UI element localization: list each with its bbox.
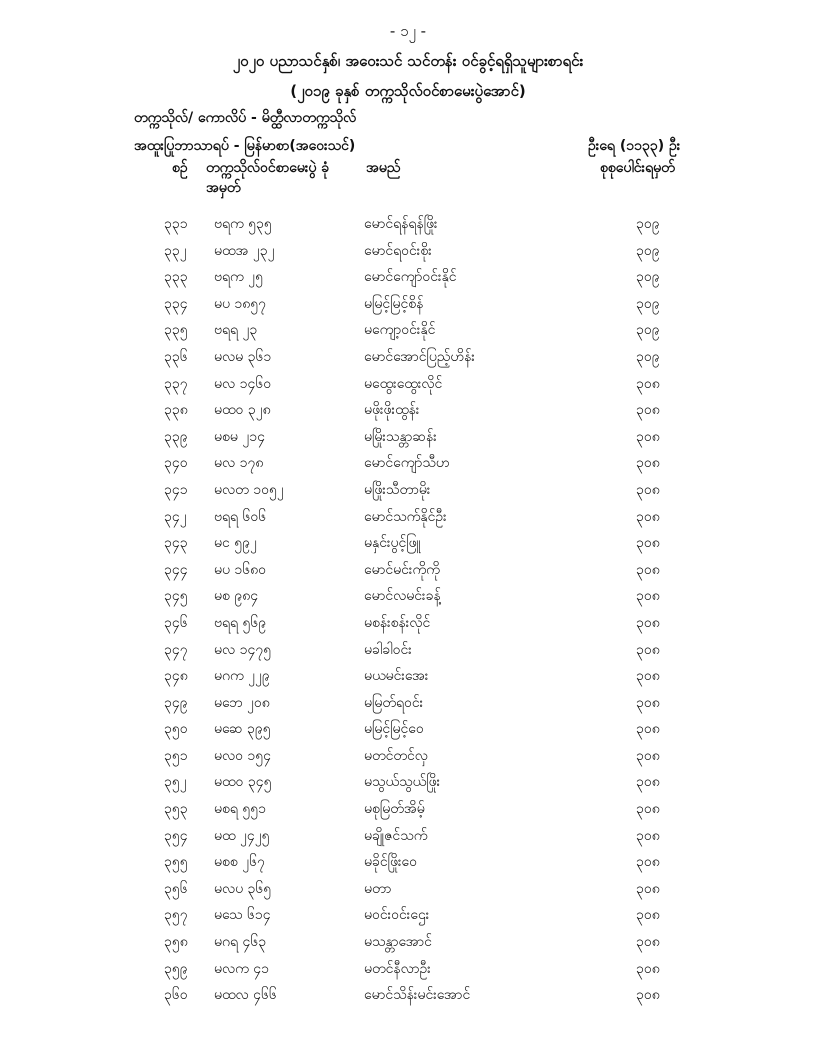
total-score: ၃၀၈: [636, 481, 660, 498]
total-score: ၃၀၈: [636, 614, 660, 631]
row-number: ၃၃၃: [164, 269, 188, 286]
header-no: စဉ်: [172, 160, 188, 176]
roll-number: မပ ၁၆၈၀: [214, 561, 267, 578]
roll-number: မထအ ၂၃၂: [214, 242, 275, 259]
row-number: ၃၃၉: [164, 428, 188, 445]
row-number: ၃၄၇: [164, 641, 188, 658]
cutoff-line: ဦးရေ (၁၁၃၃) ဦး: [588, 138, 681, 154]
table-row: [0, 290, 816, 317]
total-score: ၃၀၈: [636, 721, 660, 738]
row-number: ၃၅၇: [164, 907, 188, 924]
row-number: ၃၅၅: [164, 854, 188, 871]
row-number: ၃၃၈: [164, 402, 188, 419]
row-number: ၃၄၈: [164, 668, 188, 685]
row-number: ၃၄၁: [164, 481, 188, 498]
row-number: ၃၆၀: [164, 987, 188, 1004]
roll-number: မလဝ ၁၅၄: [214, 747, 272, 764]
table-row: [0, 689, 816, 716]
total-score: ၃၀၈: [636, 827, 660, 844]
total-score: ၃၀၉: [636, 295, 660, 312]
row-number: ၃၃၆: [164, 348, 188, 365]
row-number: ၃၄၀: [164, 455, 188, 472]
table-row: [0, 768, 816, 795]
roll-number: မင ၅၉၂: [214, 535, 257, 552]
table-row: [0, 822, 816, 849]
row-number: ၃၄၉: [164, 694, 188, 711]
document-subtitle: (၂၀၁၉ ခုနှစ် တက္ကသိုလ်ဝင်စာမေးပွဲအောင်): [290, 82, 526, 100]
total-score: ၃၀၈: [636, 960, 660, 977]
roll-number: မလ ၁၇၈: [214, 455, 264, 472]
roll-number: မဂရ ၄၆၃: [214, 934, 267, 951]
student-name: မမြတ်ရဝင်း: [364, 694, 424, 711]
roll-number: မစစ ၂၆၇: [214, 854, 265, 871]
table-row: [0, 370, 816, 397]
row-number: ၃၄၂: [164, 508, 187, 525]
row-number: ၃၃၂: [164, 242, 187, 259]
table-row: [0, 848, 816, 875]
total-score: ၃၀၉: [636, 242, 660, 259]
subject-line: အထူးပြုဘာသာရပ် - မြန်မာစာ(အဝေးသင်): [134, 138, 356, 154]
roll-number: မဆေ ၃၉၅: [214, 721, 271, 738]
roll-number: မသေ ၆၁၄: [214, 907, 271, 924]
roll-number: ဗရရ ၆၀၆: [214, 508, 267, 525]
roll-number: မထဝ ၃၄၅: [214, 774, 272, 791]
table-row: [0, 263, 816, 290]
university-line: တက္ကသိုလ်/ ကောလိပ် - မိတ္ထီလာတက္ကသိုလ်: [134, 110, 357, 126]
total-score: ၃၀၉: [636, 216, 660, 232]
row-number: ၃၃၅: [164, 322, 188, 339]
student-name: မနှင်းပွင့်ဖြူ: [364, 535, 421, 552]
roll-number: မဘေ ၂၀၈: [214, 694, 270, 711]
table-row: [0, 316, 816, 343]
student-name: မချိုဇင်သက်: [364, 827, 428, 844]
table-row: [0, 582, 816, 609]
roll-number: မလတ ၁၀၅၂: [214, 481, 284, 498]
row-number: ၃၃၁: [164, 216, 188, 232]
student-name: မတင်နီလာဦး: [364, 960, 431, 977]
roll-number: ဗရရ ၂၃: [214, 322, 258, 339]
student-name: မောင်ကျော်သီဟ: [364, 455, 450, 472]
total-score: ၃၀၈: [636, 455, 660, 472]
student-name: မတာ: [364, 880, 392, 897]
total-score: ၃၀၈: [636, 508, 660, 525]
total-score: ၃၀၈: [636, 668, 660, 685]
header-roll: တက္ကသိုလ်ဝင်စာမေးပွဲ ခုံအမှတ်: [206, 160, 330, 196]
roll-number: ဗရက ၅၃၅: [214, 216, 272, 232]
roll-number: မထဝ ၃၂၈: [214, 402, 271, 419]
row-number: ၃၃၇: [164, 375, 188, 392]
table-row: [0, 237, 816, 264]
student-name: မောင်အောင်ပြည့်ဟိန်း: [364, 348, 475, 365]
student-name: မမြိုးသန္တာဆန်း: [364, 428, 437, 445]
student-name: မောင်သိန်းမင်းအောင်: [364, 987, 471, 1004]
student-name: မောင်ကျော်ဝင်းနိုင်: [364, 269, 457, 286]
total-score: ၃၀၈: [636, 747, 660, 764]
total-score: ၃၀၈: [636, 535, 660, 552]
table-row: [0, 210, 816, 237]
total-score: ၃၀၈: [636, 402, 660, 419]
row-number: ၃၄၅: [164, 588, 188, 605]
total-score: ၃၀၈: [636, 428, 660, 445]
table-row: [0, 503, 816, 530]
student-name: မခိုင်ဖြိုးဝေ: [364, 854, 418, 871]
table-row: [0, 396, 816, 423]
roll-number: မလမ ၃၆၁: [214, 348, 272, 365]
total-score: ၃၀၈: [636, 641, 660, 658]
roll-number: မစမ ၂၁၄: [214, 428, 265, 445]
student-name: မယမင်းအေး: [364, 668, 429, 685]
student-name: မသွယ်သွယ်ဖြိုး: [364, 774, 441, 791]
table-row: [0, 901, 816, 928]
student-name: မစန်းစန်းလိုင်: [364, 614, 431, 631]
table-row: [0, 795, 816, 822]
table-row: [0, 529, 816, 556]
table-row: [0, 609, 816, 636]
table-row: [0, 556, 816, 583]
table-row: [0, 662, 816, 689]
row-number: ၃၅၁: [164, 747, 188, 764]
total-score: ၃၀၈: [636, 987, 660, 1004]
row-number: ၃၅၃: [164, 801, 188, 818]
roll-number: ဗရရ ၅၆၉: [214, 614, 267, 631]
total-score: ၃၀၈: [636, 801, 660, 818]
row-number: ၃၅၆: [164, 880, 188, 897]
row-number: ၃၄၆: [164, 614, 188, 631]
header-score: စုစုပေါင်းရမှတ်: [600, 160, 675, 176]
roll-number: မပ ၁၈၅၇: [214, 295, 267, 312]
results-table: [0, 210, 816, 1008]
table-row: [0, 423, 816, 450]
roll-number: မထ ၂၄၂၅: [214, 827, 270, 844]
row-number: ၃၅၈: [164, 934, 188, 951]
student-name: မဖြိုးသီတာမိုး: [364, 481, 431, 498]
row-number: ၃၅၀: [164, 721, 188, 738]
table-row: [0, 742, 816, 769]
document-title: ၂၀၂၀ ပညာသင်နှစ်၊ အဝေးသင် သင်တန်း ဝင်ခွင့်ရရှိသူများစာရင်း: [232, 52, 584, 70]
table-row: [0, 343, 816, 370]
table-row: [0, 928, 816, 955]
student-name: မခါခါဝင်း: [364, 641, 412, 658]
page-number: - ၁၂ -: [389, 22, 427, 40]
student-name: မမြင့်မြင့်ဝေ: [364, 721, 424, 738]
total-score: ၃၀၈: [636, 934, 660, 951]
total-score: ၃၀၈: [636, 694, 660, 711]
student-name: မတင်တင်လှ: [364, 747, 428, 764]
student-name: မထွေးထွေးလိုင်: [364, 375, 443, 392]
total-score: ၃၀၉: [636, 269, 660, 286]
student-name: မမြင့်မြင့်စိန်: [364, 295, 424, 312]
row-number: ၃၄၃: [164, 535, 188, 552]
table-row: [0, 636, 816, 663]
student-name: မောင်သက်နိုင်ဦး: [364, 508, 447, 525]
table-row: [0, 981, 816, 1008]
student-name: မောင်မင်းကိုကို: [364, 561, 440, 578]
roll-number: မဂက ၂၂၉: [214, 668, 270, 685]
student-name: မဝင်းဝင်းဌေး: [364, 907, 430, 924]
row-number: ၃၅၉: [164, 960, 188, 977]
student-name: မသန္တာအောင်: [364, 934, 432, 951]
student-name: မောင်ရန်ရန်ဖြိုး: [364, 216, 438, 232]
total-score: ၃၀၈: [636, 375, 660, 392]
student-name: မစုမြတ်အိမ့်: [364, 801, 425, 818]
roll-number: မလ ၁၄၇၅: [214, 641, 272, 658]
roll-number: ဗရက ၂၅: [214, 269, 263, 286]
student-name: မကျော့ဝင်းနိုင်: [364, 322, 436, 339]
total-score: ၃၀၈: [636, 880, 660, 897]
table-row: [0, 476, 816, 503]
roll-number: မစရ ၅၅၁: [214, 801, 266, 818]
roll-number: မလက ၄၁: [214, 960, 270, 977]
student-name: မဖိုးဖိုးထွန်း: [364, 402, 420, 419]
header-name: အမည်: [366, 160, 401, 176]
roll-number: မစ ၉၈၄: [214, 588, 259, 605]
row-number: ၃၅၂: [164, 774, 187, 791]
row-number: ၃၅၄: [164, 827, 188, 844]
row-number: ၃၄၄: [164, 561, 188, 578]
table-row: [0, 955, 816, 982]
total-score: ၃၀၉: [636, 348, 660, 365]
student-name: မောင်ရဝင်းစိုး: [364, 242, 432, 259]
total-score: ၃၀၈: [636, 907, 660, 924]
total-score: ၃၀၈: [636, 561, 660, 578]
roll-number: မလ ၁၄၆၀: [214, 375, 272, 392]
total-score: ၃၀၈: [636, 774, 660, 791]
roll-number: မလပ ၃၆၅: [214, 880, 272, 897]
roll-number: မထလ ၄၆၆: [214, 987, 277, 1004]
student-name: မောင်လမင်းခန့်: [364, 588, 441, 605]
total-score: ၃၀၉: [636, 322, 660, 339]
total-score: ၃၀၈: [636, 588, 660, 605]
table-row: [0, 875, 816, 902]
table-row: [0, 449, 816, 476]
total-score: ၃၀၈: [636, 854, 660, 871]
table-row: [0, 715, 816, 742]
row-number: ၃၃၄: [164, 295, 188, 312]
